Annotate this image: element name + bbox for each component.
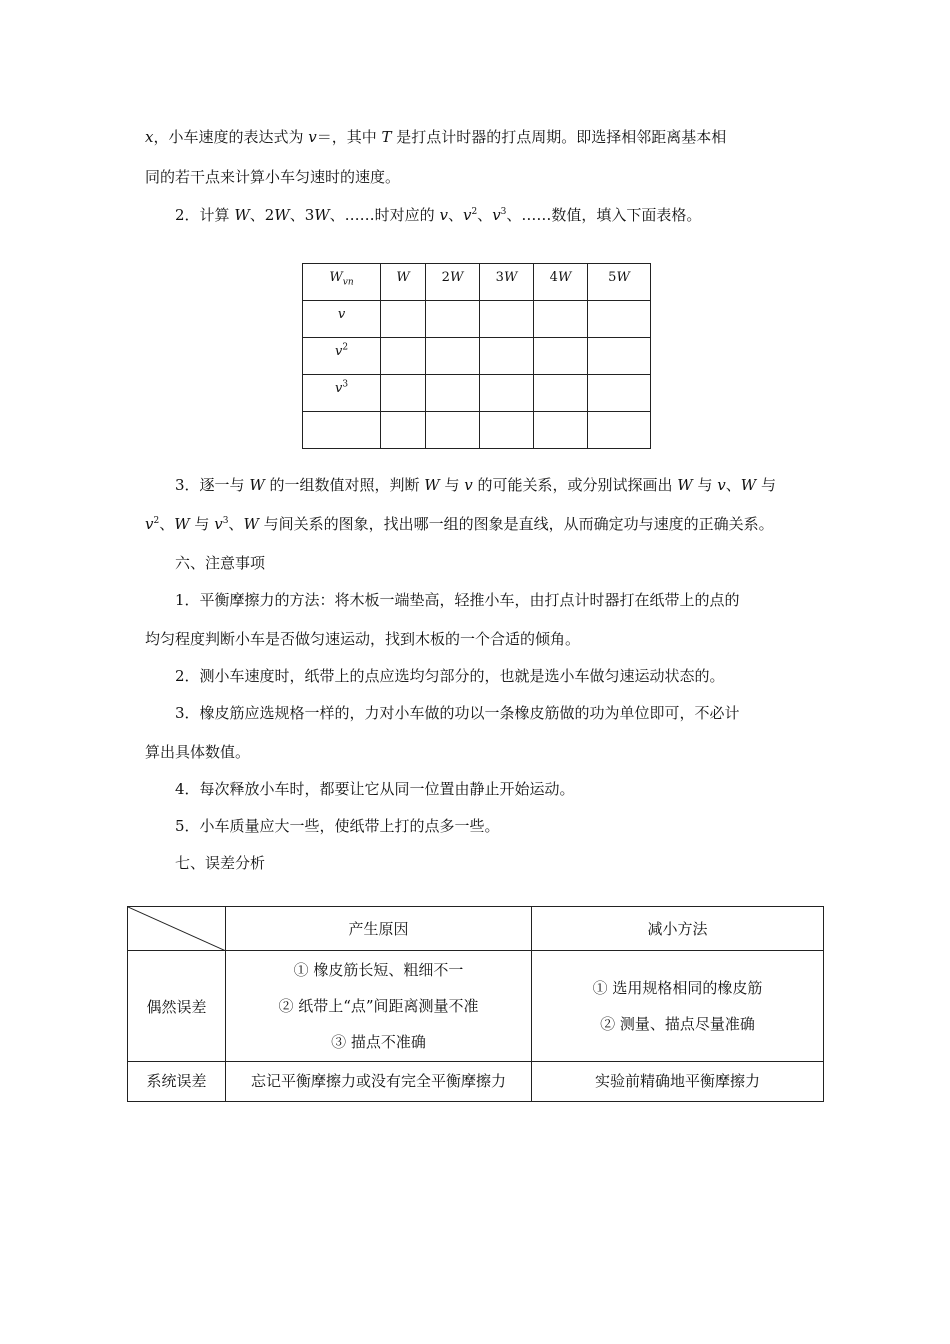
row-label: v <box>303 301 381 338</box>
note-4: 4．每次释放小车时，都要让它从同一位置由静止开始运动。 <box>175 780 575 798</box>
paragraph-3-line-2: $v^2$、W 与 $v^3$、W 与间关系的图象，找出哪一组的图象是直线，从而确定功与速度的正确关系。 <box>145 515 774 533</box>
paragraph-1-line-2: 同的若干点来计算小车匀速时的速度。 <box>145 168 401 186</box>
paragraph-1-line-1: x，小车速度的表达式为 v＝，其中 T 是打点计时器的打点周期。即选择相邻距离基本相 <box>145 128 727 146</box>
table-row <box>303 375 651 412</box>
table-header-cell: 3W <box>480 264 534 301</box>
note-1-line-2: 均匀程度判断小车是否做匀速运动，找到木板的一个合适的倾角。 <box>145 630 581 648</box>
section-heading-6: 六、注意事项 <box>175 554 266 572</box>
note-3-line-2: 算出具体数值。 <box>145 743 251 761</box>
table-row <box>128 951 824 1062</box>
table-header-cell: 2W <box>426 264 480 301</box>
diagonal-corner-cell <box>128 907 226 951</box>
random-error-methods <box>532 951 824 1062</box>
table-header-cell: 5W <box>588 264 651 301</box>
note-1-line-1: 1．平衡摩擦力的方法：将木板一端垫高，轻推小车，由打点计时器打在纸带上的点的 <box>175 591 740 609</box>
note-3-line-1: 3．橡皮筋应选规格一样的，力对小车做的功以一条橡皮筋做的功为单位即可，不必计 <box>175 704 740 722</box>
table-row <box>128 1062 824 1102</box>
systematic-error-method: 实验前精确地平衡摩擦力 <box>532 1062 824 1102</box>
cause-item: ② 纸带上“点”间距离测量不准 <box>278 997 479 1015</box>
table-row <box>303 264 651 301</box>
error-analysis-table <box>127 906 824 1102</box>
row-label: $v^3$ <box>303 375 381 412</box>
note-2: 2．测小车速度时，纸带上的点应选均匀部分的，也就是选小车做匀速运动状态的。 <box>175 667 725 685</box>
table-row <box>303 412 651 449</box>
table-row <box>128 907 824 951</box>
row-label-systematic-error: 系统误差 <box>128 1062 226 1102</box>
random-error-causes <box>226 951 532 1062</box>
header-method: 减小方法 <box>532 907 824 951</box>
section-heading-7: 七、误差分析 <box>175 854 266 872</box>
cause-item: ③ 描点不准确 <box>331 1033 426 1051</box>
systematic-error-cause: 忘记平衡摩擦力或没有完全平衡摩擦力 <box>226 1062 532 1102</box>
cause-item: ① 橡皮筋长短、粗细不一 <box>293 961 464 979</box>
method-item: ① 选用规格相同的橡皮筋 <box>592 979 763 997</box>
table-header-cell: W <box>381 264 426 301</box>
table-row <box>303 301 651 338</box>
note-5: 5．小车质量应大一些，使纸带上打的点多一些。 <box>175 817 500 835</box>
data-table <box>302 263 651 449</box>
table-header-cell: 4W <box>534 264 588 301</box>
paragraph-2: 2．计算 W、2W、3W、……时对应的 v、$v^2$、$v^3$、……数值，填入下面表格。 <box>175 206 702 224</box>
table-row <box>303 338 651 375</box>
header-cause: 产生原因 <box>226 907 532 951</box>
method-item: ② 测量、描点尽量准确 <box>600 1015 755 1033</box>
table-header-cell: $W_{vn}$ <box>303 264 381 301</box>
row-label: $v^2$ <box>303 338 381 375</box>
paragraph-3-line-1: 3．逐一与 W 的一组数值对照，判断 W 与 v 的可能关系，或分别试探画出 W 与 v、W 与 <box>175 476 776 494</box>
row-label-random-error: 偶然误差 <box>128 951 226 1062</box>
